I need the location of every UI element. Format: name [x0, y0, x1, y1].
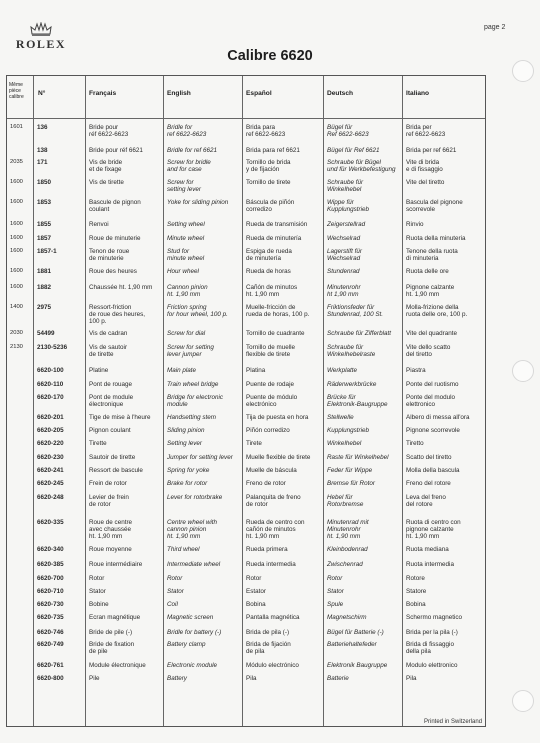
cell-en: Minute wheel: [167, 235, 205, 242]
cell-es: Puente de rodaje: [246, 381, 294, 388]
cell-it: Tiretto: [406, 440, 424, 447]
binder-hole: [512, 690, 534, 712]
cell-it: Pila: [406, 675, 417, 682]
cell-en: Battery clamp: [167, 641, 206, 648]
cell-it: Bobina: [406, 601, 426, 608]
cell-de: Lagerstift für Wechselrad: [327, 248, 362, 263]
cell-it: Vite del quadrante: [406, 330, 457, 337]
cell-fr: Pile: [89, 675, 100, 682]
cell-es: Rueda de centro con cañón de minutos ht. 1,90 mm: [246, 519, 305, 541]
cell-es: Tornillo de muelle flexible de tirete: [246, 344, 296, 359]
cell-de: Wechselrad: [327, 235, 361, 242]
cell-de: Magnetschirm: [327, 614, 367, 621]
cell-en: Magnetic screen: [167, 614, 214, 621]
cell-en: Intermediate wheel: [167, 561, 221, 568]
cell-no: 136: [37, 124, 48, 131]
cell-en: Setting wheel: [167, 221, 205, 228]
cell-en: Cannon pinion ht. 1,90 mm: [167, 284, 208, 299]
cell-de: Schraube für Winkelhebel: [327, 179, 364, 194]
cell-en: Bridge for electronic module: [167, 394, 223, 409]
cell-fr: Vis de bride et de fixage: [89, 159, 123, 174]
cell-es: Brida para ref 6622-6623: [246, 124, 286, 139]
cell-no: 6620-245: [37, 480, 64, 487]
cell-mp: 1600: [10, 235, 23, 241]
cell-fr: Roue des heures: [89, 268, 137, 275]
cell-fr: Renvoi: [89, 221, 109, 228]
cell-it: Ponte del modulo elettronico: [406, 394, 456, 409]
cell-it: Bascula del pignone scorrevole: [406, 199, 463, 214]
cell-es: Pantalla magnética: [246, 614, 300, 621]
cell-it: Schermo magnetico: [406, 614, 462, 621]
cell-it: Pignone calzante ht. 1,90 mm: [406, 284, 455, 299]
cell-mp: 1600: [10, 284, 23, 290]
cell-en: Centre wheel with cannon pinion ht. 1,90 mm: [167, 519, 218, 541]
cell-mp: 2130: [10, 344, 23, 350]
cell-no: 6620-746: [37, 629, 64, 636]
cell-de: Rotor: [327, 575, 343, 582]
cell-it: Freno del rotore: [406, 480, 451, 487]
cell-no: 6620-201: [37, 414, 64, 421]
cell-de: Feder für Wippe: [327, 467, 373, 474]
cell-no: 6620-248: [37, 494, 64, 501]
cell-en: Setting lever: [167, 440, 203, 447]
cell-de: Brücke für Elektronik-Baugruppe: [327, 394, 388, 409]
cell-de: Schraube für Bügel und für Werkbefestigung: [327, 159, 396, 174]
cell-es: Bobina: [246, 601, 266, 608]
cell-mp: 1600: [10, 268, 23, 274]
cell-fr: Bride de fixation de pile: [89, 641, 135, 656]
cell-it: Ruota mediana: [406, 546, 449, 553]
header-deutsch: Deutsch: [327, 90, 354, 97]
cell-it: Vite del tiretto: [406, 179, 445, 186]
cell-mp: 1600: [10, 248, 23, 254]
cell-fr: Roue de minuterie: [89, 235, 141, 242]
cell-en: Bridle for battery (-): [167, 629, 222, 636]
cell-it: Statore: [406, 588, 427, 595]
cell-es: Rueda intermedia: [246, 561, 296, 568]
cell-de: Zwischenrad: [327, 561, 363, 568]
cell-es: Muelle de báscula: [246, 467, 297, 474]
cell-it: Brida per ref 6622-6623: [406, 124, 446, 139]
cell-de: Winkelhebel: [327, 440, 362, 447]
cell-fr: Pont de module électronique: [89, 394, 134, 409]
cell-mp: 2035: [10, 159, 23, 165]
cell-de: Schraube für Zifferblatt: [327, 330, 392, 337]
cell-es: Freno de rotor: [246, 480, 286, 487]
column-divider: [323, 76, 324, 726]
cell-no: 6620-749: [37, 641, 64, 648]
cell-no: 1855: [37, 221, 52, 228]
cell-fr: Roue moyenne: [89, 546, 132, 553]
cell-it: Brida per ref 6621: [406, 147, 457, 154]
cell-fr: Roue intermédiaire: [89, 561, 143, 568]
parts-table: [6, 75, 486, 727]
cell-fr: Platine: [89, 367, 109, 374]
cell-es: Puente de módulo electrónico: [246, 394, 298, 409]
cell-es: Tornillo de cuadrante: [246, 330, 305, 337]
cell-fr: Sautoir de tirette: [89, 454, 136, 461]
cell-it: Rotore: [406, 575, 425, 582]
cell-fr: Module électronique: [89, 662, 146, 669]
cell-it: Albero di messa all'ora: [406, 414, 470, 421]
cell-de: Stellwelle: [327, 414, 354, 421]
cell-no: 6620-220: [37, 440, 64, 447]
cell-es: Cañón de minutos ht. 1,90 mm: [246, 284, 298, 299]
cell-de: Batterie: [327, 675, 349, 682]
cell-en: Stator: [167, 588, 184, 595]
cell-en: Sliding pinion: [167, 427, 205, 434]
header-english: English: [167, 90, 191, 97]
cell-no: 6620-241: [37, 467, 64, 474]
cell-es: Rueda primera: [246, 546, 288, 553]
cell-de: Bügel für Ref 6621: [327, 147, 380, 154]
cell-de: Schraube für Winkelhebelraste: [327, 344, 376, 359]
cell-es: Brida de pila (-): [246, 629, 290, 636]
cell-fr: Pont de rouage: [89, 381, 133, 388]
cell-de: Batteriehaltefeder: [327, 641, 377, 648]
cell-no: 1857: [37, 235, 52, 242]
cell-it: Ruota di centro con pignone calzante ht. 1,90 mm: [406, 519, 461, 541]
cell-fr: Chaussée ht. 1,90 mm: [89, 284, 153, 291]
cell-it: Ruota intermedia: [406, 561, 454, 568]
cell-it: Pignone scorrevole: [406, 427, 460, 434]
cell-no: 1853: [37, 199, 52, 206]
cell-en: Coil: [167, 601, 178, 608]
cell-it: Ruota della minuteria: [406, 235, 466, 242]
cell-en: Third wheel: [167, 546, 200, 553]
cell-es: Báscula de piñón corredizo: [246, 199, 295, 214]
cell-fr: Ressort-friction de roue des heures, 100 p.: [89, 304, 146, 326]
cell-en: Friction spring for hour wheel, 100 p.: [167, 304, 228, 319]
header-number: N°: [38, 90, 46, 97]
cell-en: Screw for setting lever jumper: [167, 344, 214, 359]
header-francais: Français: [89, 90, 117, 97]
binder-hole: [512, 360, 534, 382]
cell-en: Brake for rotor: [167, 480, 208, 487]
cell-it: Scatto del tiretto: [406, 454, 452, 461]
cell-fr: Bascule de pignon coulant: [89, 199, 141, 214]
cell-mp: 1601: [10, 124, 23, 130]
cell-mp: 1400: [10, 304, 23, 310]
cell-fr: Ecran magnétique: [89, 614, 141, 621]
cell-no: 6620-710: [37, 588, 64, 595]
cell-no: 6620-700: [37, 575, 64, 582]
cell-fr: Vis de cadran: [89, 330, 128, 337]
cell-de: Kleinbodenrad: [327, 546, 368, 553]
cell-es: Rueda de minutería: [246, 235, 302, 242]
cell-no: 2130-5236: [37, 344, 68, 351]
cell-es: Brida de fijación de pila: [246, 641, 291, 656]
column-divider: [402, 76, 403, 726]
crown-icon: [30, 22, 52, 36]
cell-en: Electronic module: [167, 662, 218, 669]
cell-es: Tornillo de brida y de fijación: [246, 159, 291, 174]
page-title: Calibre 6620: [227, 48, 313, 64]
cell-de: Bügel für Ref 6622-6623: [327, 124, 369, 139]
cell-fr: Pignon coulant: [89, 427, 131, 434]
cell-es: Rotor: [246, 575, 262, 582]
cell-no: 6620-230: [37, 454, 64, 461]
cell-de: Zeigerstellrad: [327, 221, 366, 228]
cell-fr: Vis de sautoir de tirette: [89, 344, 128, 359]
cell-it: Brida di fissaggio della pila: [406, 641, 454, 656]
cell-no: 6620-730: [37, 601, 64, 608]
cell-en: Stud for minute wheel: [167, 248, 205, 263]
cell-es: Platina: [246, 367, 266, 374]
cell-no: 1857-1: [37, 248, 57, 255]
printed-note: Printed in Switzerland: [424, 719, 483, 725]
cell-fr: Ressort de bascule: [89, 467, 143, 474]
cell-en: Handsetting stem: [167, 414, 217, 421]
cell-fr: Tige de mise à l'heure: [89, 414, 151, 421]
cell-no: 138: [37, 147, 48, 154]
cell-fr: Tenon de roue de minuterie: [89, 248, 130, 263]
column-divider: [163, 76, 164, 726]
column-divider: [85, 76, 86, 726]
cell-no: 6620-205: [37, 427, 64, 434]
cell-de: Werkplatte: [327, 367, 357, 374]
cell-it: Brida per la pila (-): [406, 629, 458, 636]
cell-de: Hebel für Rotorbremse: [327, 494, 364, 509]
column-divider: [33, 76, 34, 726]
cell-de: Minutenrohr ht 1,90 mm: [327, 284, 361, 299]
cell-it: Tenone della ruota di minuteria: [406, 248, 458, 263]
column-divider: [242, 76, 243, 726]
cell-de: Kupplungstrieb: [327, 427, 370, 434]
cell-en: Lever for rotorbrake: [167, 494, 223, 501]
cell-fr: Bride pour réf 6622-6623: [89, 124, 129, 139]
cell-it: Molla-frizione della ruota delle ore, 100 p.: [406, 304, 468, 319]
cell-en: Bridle for ref 6621: [167, 147, 218, 154]
cell-mp: 1600: [10, 179, 23, 185]
cell-en: Jumper for setting lever: [167, 454, 233, 461]
cell-mp: 2030: [10, 330, 23, 336]
cell-it: Ponte del ruotismo: [406, 381, 459, 388]
cell-no: 6620-170: [37, 394, 64, 401]
header-meme-piece: Même pièce calibre: [9, 82, 24, 100]
cell-mp: 1600: [10, 199, 23, 205]
cell-de: Elektronik Baugruppe: [327, 662, 388, 669]
header-espanol: Español: [246, 90, 272, 97]
cell-mp: 1600: [10, 221, 23, 227]
cell-en: Bridle for ref 6622-6623: [167, 124, 207, 139]
cell-no: 6620-335: [37, 519, 64, 526]
cell-es: Muelle-fricción de rueda de horas, 100 p.: [246, 304, 310, 319]
cell-en: Screw for bridle and for case: [167, 159, 211, 174]
cell-es: Tija de puesta en hora: [246, 414, 309, 421]
header-divider: [7, 118, 485, 119]
cell-it: Ruota delle ore: [406, 268, 449, 275]
cell-no: 6620-340: [37, 546, 64, 553]
cell-de: Bremse für Rotor: [327, 480, 375, 487]
cell-de: Stundenrad: [327, 268, 360, 275]
cell-de: Spule: [327, 601, 344, 608]
cell-no: 1882: [37, 284, 52, 291]
cell-no: 1881: [37, 268, 52, 275]
cell-no: 6620-800: [37, 675, 64, 682]
cell-es: Espiga de rueda de minutería: [246, 248, 292, 263]
cell-es: Palanquita de freno de rotor: [246, 494, 301, 509]
cell-fr: Bride pour réf 6621: [89, 147, 143, 154]
cell-it: Vite di brida e di fissaggio: [406, 159, 443, 174]
cell-de: Minutenrad mit Minutenrohr ht. 1,90 mm: [327, 519, 369, 541]
header-italiano: Italiano: [406, 90, 430, 97]
cell-fr: Bobine: [89, 601, 109, 608]
cell-de: Friktionsfeder für Stundenrad, 100 St.: [327, 304, 384, 319]
cell-en: Main plate: [167, 367, 197, 374]
page-number: page 2: [484, 24, 506, 31]
cell-fr: Stator: [89, 588, 106, 595]
cell-fr: Vis de tirette: [89, 179, 124, 186]
cell-en: Yoke for sliding pinion: [167, 199, 229, 206]
cell-it: Vite dello scatto del tiretto: [406, 344, 451, 359]
cell-de: Wippe für Kupplungstrieb: [327, 199, 370, 214]
cell-es: Brida para ref 6621: [246, 147, 300, 154]
cell-es: Rueda de transmisión: [246, 221, 308, 228]
cell-fr: Frein de rotor: [89, 480, 127, 487]
cell-fr: Roue de centre avec chaussée ht. 1,90 mm: [89, 519, 133, 541]
cell-no: 1850: [37, 179, 52, 186]
cell-fr: Bride de pile (-): [89, 629, 133, 636]
cell-en: Screw for dial: [167, 330, 206, 337]
cell-es: Muelle flexible de tirete: [246, 454, 311, 461]
cell-en: Battery: [167, 675, 187, 682]
cell-it: Leva del freno del rotore: [406, 494, 446, 509]
cell-es: Pila: [246, 675, 257, 682]
cell-it: Modulo elettronico: [406, 662, 458, 669]
cell-en: Spring for yoke: [167, 467, 210, 474]
cell-it: Piastra: [406, 367, 426, 374]
cell-es: Tornillo de tirete: [246, 179, 291, 186]
cell-it: Molla della bascula: [406, 467, 460, 474]
cell-es: Rueda de horas: [246, 268, 291, 275]
cell-es: Módulo electrónico: [246, 662, 299, 669]
cell-no: 6620-761: [37, 662, 64, 669]
cell-no: 6620-110: [37, 381, 64, 388]
cell-no: 54499: [37, 330, 55, 337]
cell-de: Stator: [327, 588, 344, 595]
cell-en: Screw for setting lever: [167, 179, 201, 194]
brand-name: ROLEX: [15, 37, 67, 51]
cell-en: Rotor: [167, 575, 183, 582]
cell-en: Train wheel bridge: [167, 381, 219, 388]
cell-de: Räderwerkbrücke: [327, 381, 377, 388]
cell-it: Rinvio: [406, 221, 424, 228]
cell-es: Tirete: [246, 440, 262, 447]
cell-fr: Levier de frein de rotor: [89, 494, 129, 509]
cell-no: 6620-385: [37, 561, 64, 568]
cell-es: Estator: [246, 588, 266, 595]
cell-fr: Rotor: [89, 575, 105, 582]
cell-no: 6620-735: [37, 614, 64, 621]
cell-no: 2975: [37, 304, 52, 311]
cell-no: 171: [37, 159, 48, 166]
cell-de: Raste für Winkelhebel: [327, 454, 389, 461]
cell-de: Bügel für Batterie (-): [327, 629, 384, 636]
cell-en: Hour wheel: [167, 268, 199, 275]
cell-es: Piñón corredizo: [246, 427, 290, 434]
cell-fr: Tirette: [89, 440, 107, 447]
cell-no: 6620-100: [37, 367, 64, 374]
